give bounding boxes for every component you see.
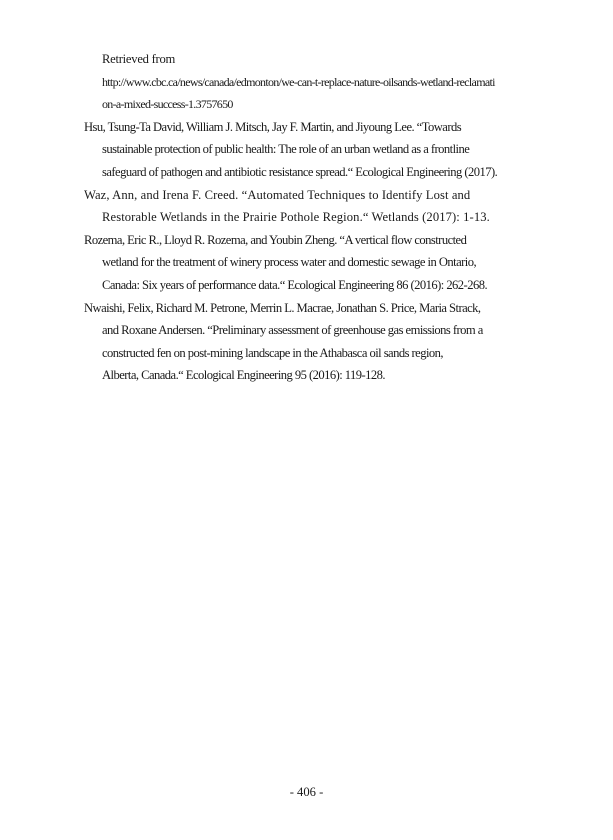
reference-line: Waz, Ann, and Irena F. Creed. “Automated Techniques to Identify Lost and bbox=[84, 187, 471, 202]
reference-line: Alberta, Canada.“ Ecological Engineering 95 (2016): 119-128. bbox=[102, 368, 386, 383]
reference-line: Hsu, Tsung-Ta David, William J. Mitsch, Jay F. Martin, and Jiyoung Lee. “Towards bbox=[84, 119, 462, 134]
reference-url-continuation: on-a-mixed-success-1.3757650 bbox=[102, 97, 233, 112]
reference-entry-retrieved bbox=[84, 48, 536, 116]
reference-list bbox=[84, 48, 536, 387]
reference-line: Rozema, Eric R., Lloyd R. Rozema, and Youbin Zheng. “A vertical flow constructed bbox=[84, 232, 467, 247]
reference-entry-rozema bbox=[84, 229, 536, 297]
reference-line: Restorable Wetlands in the Prairie Pothole Region.“ Wetlands (2017): 1-13. bbox=[102, 210, 490, 225]
reference-entry-nwaishi bbox=[84, 297, 536, 387]
reference-line: wetland for the treatment of winery process water and domestic sewage in Ontario, bbox=[102, 255, 477, 270]
reference-line: constructed fen on post-mining landscape in the Athabasca oil sands region, bbox=[102, 345, 444, 360]
reference-entry-hsu bbox=[84, 116, 536, 184]
reference-line: Retrieved from bbox=[102, 52, 176, 66]
reference-line: Nwaishi, Felix, Richard M. Petrone, Merrin L. Macrae, Jonathan S. Price, Maria Strack, bbox=[84, 300, 481, 315]
reference-line: and Roxane Andersen. “Preliminary assessment of greenhouse gas emissions from a bbox=[102, 323, 483, 338]
reference-line: safeguard of pathogen and antibiotic resistance spread.“ Ecological Engineering (2017). bbox=[102, 164, 498, 179]
page-number: - 406 - bbox=[289, 785, 324, 799]
reference-line: sustainable protection of public health: The role of an urban wetland as a frontline bbox=[102, 142, 470, 157]
reference-url: http://www.cbc.ca/news/canada/edmonton/we-can-t-replace-nature-oilsands-wetland-reclamati bbox=[102, 74, 495, 89]
reference-line: Canada: Six years of performance data.“ Ecological Engineering 86 (2016): 262-268. bbox=[102, 277, 488, 292]
reference-entry-waz bbox=[84, 184, 536, 229]
